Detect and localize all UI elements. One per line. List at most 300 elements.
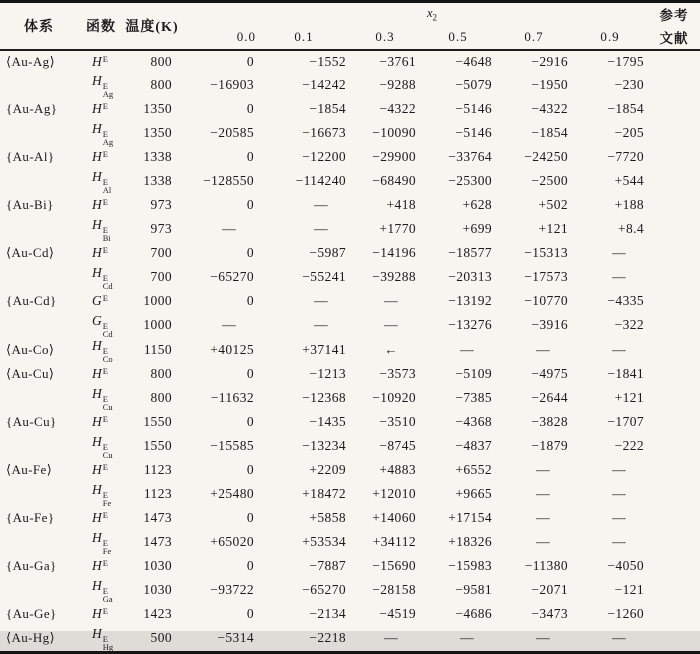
value-cell: −12200 (302, 149, 346, 164)
value-cell: −15983 (448, 558, 492, 573)
system-cell: {Au-Fe} (6, 510, 55, 525)
reference-cell (648, 146, 700, 169)
column-header-reference-line2: 文献 (659, 31, 689, 46)
value-cell: +1770 (379, 221, 416, 236)
value-cell: −68490 (372, 173, 416, 188)
x2-tick-0.7: 0.7 (524, 29, 544, 44)
value-cell: −2071 (531, 582, 568, 597)
table-row (0, 242, 700, 265)
function-cell (78, 265, 124, 290)
reference-cell (648, 411, 700, 434)
system-cell: {Au-Cd} (6, 293, 57, 308)
function-sup-sub: E Cu (102, 393, 113, 412)
column-header-function: 函数 (86, 19, 116, 35)
function-superscript: E (102, 414, 108, 424)
value-cell: — (612, 269, 627, 284)
reference-cell (648, 98, 700, 121)
function-symbol: H (92, 481, 102, 497)
value-cell: +8.4 (617, 221, 645, 236)
value-cell: — (460, 342, 474, 357)
value-cell: −4368 (455, 414, 492, 429)
value-cell: +5858 (309, 510, 346, 525)
temperature-cell: 1338 (143, 149, 172, 164)
temperature-cell: 1473 (143, 534, 172, 549)
table-body (0, 50, 700, 653)
table-row (0, 411, 700, 434)
value-cell: — (314, 197, 328, 212)
value-cell: −18577 (448, 245, 492, 260)
value-cell: — (536, 342, 550, 357)
function-sup-sub: E Co (102, 345, 113, 364)
x2-subscript: 2 (432, 12, 438, 23)
function-symbol: H (92, 168, 102, 184)
temperature-cell: 700 (150, 245, 172, 260)
function-sup-sub: E Hg (102, 633, 114, 652)
value-cell: +4883 (379, 462, 416, 477)
value-cell: — (536, 462, 550, 477)
function-cell (78, 338, 124, 363)
function-cell (78, 363, 124, 386)
function-symbol: H (92, 337, 102, 353)
value-cell: — (314, 221, 328, 236)
reference-cell (648, 482, 700, 507)
x2-tick-0.1: 0.1 (294, 29, 314, 44)
value-cell: −3473 (531, 606, 568, 621)
value-cell: −4975 (531, 366, 568, 381)
reference-cell (648, 434, 700, 459)
function-superscript: E (102, 245, 108, 255)
function-cell (78, 626, 124, 653)
table-row (0, 482, 700, 507)
system-cell (0, 530, 78, 555)
value-cell: — (612, 510, 627, 525)
temperature-cell: 1338 (143, 173, 172, 188)
system-cell (0, 73, 78, 98)
value-cell: −14242 (302, 77, 346, 92)
function-symbol: G (92, 312, 102, 328)
value-cell: −5079 (455, 77, 492, 92)
table-row (0, 313, 700, 338)
value-cell: −9288 (379, 77, 416, 92)
function-cell (78, 578, 124, 603)
value-cell: −5146 (455, 125, 492, 140)
value-cell: −2916 (531, 53, 568, 69)
temperature-cell: 1123 (143, 486, 172, 501)
value-cell: — (612, 534, 627, 549)
system-cell (0, 434, 78, 459)
x2-tick-0.3: 0.3 (375, 29, 395, 44)
value-cell: −4335 (607, 293, 645, 308)
function-cell (78, 482, 124, 507)
function-cell (78, 555, 124, 578)
value-cell: −3828 (531, 414, 568, 429)
temperature-cell: 1150 (143, 342, 172, 357)
x2-tick-0.5: 0.5 (448, 29, 468, 44)
function-symbol: H (92, 366, 102, 381)
reference-cell (648, 626, 700, 653)
system-cell: ⟨Au-Fe⟩ (6, 462, 53, 477)
function-cell (78, 603, 124, 626)
function-sup-sub: E Cu (102, 441, 113, 460)
value-cell: — (536, 486, 550, 501)
value-cell: −29900 (372, 149, 416, 164)
value-cell: — (222, 317, 236, 332)
x2-tick-0.9: 0.9 (600, 29, 620, 44)
value-cell: −4322 (531, 101, 568, 116)
function-cell (78, 146, 124, 169)
temperature-cell: 1350 (143, 101, 172, 116)
value-cell: −2500 (531, 173, 568, 188)
function-sup-sub: E Al (102, 176, 112, 195)
value-cell: −4519 (379, 606, 416, 621)
function-superscript: E (102, 53, 108, 64)
temperature-cell: 1423 (143, 606, 172, 621)
function-sup-sub: E Fe (102, 489, 112, 508)
reference-cell (648, 459, 700, 482)
value-cell: +628 (462, 197, 492, 212)
temperature-cell: 1030 (143, 558, 172, 573)
value-cell: +699 (462, 221, 492, 236)
value-cell: −1879 (531, 438, 568, 453)
reference-cell (648, 169, 700, 194)
temperature-cell: 1473 (143, 510, 172, 525)
reference-cell (648, 290, 700, 313)
value-cell: +2209 (309, 462, 346, 477)
function-symbol: H (92, 72, 102, 88)
value-cell: +34112 (372, 534, 416, 549)
system-cell (0, 121, 78, 146)
function-cell (78, 242, 124, 265)
value-cell: −13234 (302, 438, 346, 453)
value-cell: −9581 (455, 582, 492, 597)
value-cell: −16673 (302, 125, 346, 140)
value-cell: — (612, 342, 627, 357)
value-cell: +17154 (448, 510, 492, 525)
value-cell: +188 (614, 197, 645, 212)
reference-cell (648, 242, 700, 265)
value-cell: −1213 (309, 366, 346, 381)
value-cell: −1795 (607, 53, 645, 69)
value-cell: −5987 (309, 245, 346, 260)
value-cell: −1854 (607, 101, 645, 116)
temperature-cell: 800 (150, 390, 172, 405)
table-row (0, 169, 700, 194)
function-cell (78, 434, 124, 459)
function-symbol: H (92, 414, 102, 429)
value-cell: −2218 (309, 630, 346, 645)
function-cell (78, 50, 124, 73)
table-row (0, 555, 700, 578)
table-row (0, 626, 700, 653)
temperature-cell: 1550 (143, 414, 172, 429)
system-cell: {Au-Cu} (6, 414, 57, 429)
value-cell: −10920 (372, 390, 416, 405)
value-cell: −17573 (524, 269, 568, 284)
value-cell: −25300 (448, 173, 492, 188)
table-row (0, 121, 700, 146)
table-row (0, 146, 700, 169)
function-cell (78, 98, 124, 121)
value-cell: −3916 (531, 317, 568, 332)
value-cell: −1707 (607, 414, 645, 429)
value-cell: 0 (246, 149, 254, 164)
function-cell (78, 507, 124, 530)
table-row (0, 194, 700, 217)
value-cell: — (612, 245, 627, 260)
reference-cell (648, 313, 700, 338)
value-cell: −4686 (455, 606, 492, 621)
table-row (0, 98, 700, 121)
value-cell: −10090 (372, 125, 416, 140)
function-cell (78, 459, 124, 482)
value-cell: — (612, 486, 627, 501)
value-cell: −5146 (455, 101, 492, 116)
function-sup-sub: E Ga (102, 585, 113, 604)
value-cell: −24250 (524, 149, 568, 164)
reference-cell (648, 555, 700, 578)
value-cell: — (536, 510, 550, 525)
function-symbol: H (92, 264, 102, 280)
value-cell: −3761 (379, 53, 416, 69)
function-sup-sub: E Cd (102, 320, 113, 339)
reference-cell (648, 121, 700, 146)
value-cell: −114240 (295, 173, 346, 188)
value-cell: +53534 (302, 534, 346, 549)
value-cell: −1950 (531, 77, 568, 92)
system-cell (0, 169, 78, 194)
table-row (0, 386, 700, 411)
value-cell: +18326 (448, 534, 492, 549)
value-cell: −5314 (217, 630, 254, 645)
value-cell: −14196 (372, 245, 416, 260)
system-cell: ⟨Au-Hg⟩ (6, 630, 56, 645)
value-cell: −1260 (607, 606, 645, 621)
value-cell: −33764 (448, 149, 492, 164)
table-row (0, 217, 700, 242)
value-cell: −28158 (372, 582, 416, 597)
temperature-cell: 1000 (143, 317, 172, 332)
function-cell (78, 530, 124, 555)
function-cell (78, 121, 124, 146)
function-superscript: E (102, 149, 108, 159)
value-cell: −1854 (309, 101, 346, 116)
temperature-cell: 800 (150, 77, 172, 92)
function-symbol: H (92, 462, 102, 477)
reference-cell (648, 338, 700, 363)
value-cell: −11632 (210, 390, 254, 405)
system-cell: ⟨Au-Co⟩ (6, 342, 55, 357)
value-cell: +418 (386, 197, 416, 212)
value-cell: +12010 (372, 486, 416, 501)
value-cell: — (384, 293, 398, 308)
table-row (0, 290, 700, 313)
header-row-top (0, 2, 700, 26)
value-cell: −65270 (302, 582, 346, 597)
value-cell: −7887 (309, 558, 346, 573)
function-sup-sub: E Ag (102, 128, 114, 147)
value-cell: −4322 (379, 101, 416, 116)
table-row (0, 338, 700, 363)
value-cell: 0 (246, 366, 254, 381)
reference-cell (648, 217, 700, 242)
reference-cell (648, 363, 700, 386)
x2-symbol: x (426, 6, 433, 20)
value-cell: −1552 (309, 53, 346, 69)
value-cell: — (314, 293, 328, 308)
value-cell: −4648 (455, 53, 492, 69)
function-cell (78, 386, 124, 411)
temperature-cell: 1030 (143, 582, 172, 597)
value-cell: −4050 (607, 558, 645, 573)
value-cell: −15313 (524, 245, 568, 260)
function-symbol: H (92, 216, 102, 232)
temperature-cell: 1000 (143, 293, 172, 308)
value-cell: −4837 (455, 438, 492, 453)
value-cell: 0 (246, 414, 254, 429)
table-row (0, 459, 700, 482)
table-row (0, 603, 700, 626)
reference-cell (648, 73, 700, 98)
table-row (0, 363, 700, 386)
system-cell: ⟨Au-Cu⟩ (6, 366, 55, 381)
function-symbol: H (92, 120, 102, 136)
value-cell: 0 (246, 197, 254, 212)
system-cell: {Au-Ag} (6, 101, 58, 116)
reference-cell (648, 50, 700, 73)
value-cell: +25480 (210, 486, 254, 501)
function-cell (78, 411, 124, 434)
value-cell: −65270 (210, 269, 254, 284)
value-cell: −3573 (379, 366, 416, 381)
table-row (0, 530, 700, 555)
value-cell: +14060 (372, 510, 416, 525)
reference-cell (648, 530, 700, 555)
value-cell: — (612, 462, 627, 477)
function-symbol: H (92, 53, 102, 69)
value-cell: 0 (246, 510, 254, 525)
value-cell: −13276 (448, 317, 492, 332)
value-cell: −10770 (524, 293, 568, 308)
table-header (0, 2, 700, 50)
value-cell: +40125 (210, 342, 254, 357)
value-cell: −8745 (379, 438, 416, 453)
value-cell: +502 (538, 197, 568, 212)
value-cell: 0 (246, 462, 254, 477)
value-cell: — (460, 630, 474, 645)
value-cell: −20585 (210, 125, 254, 140)
temperature-cell: 800 (150, 53, 172, 69)
value-cell: — (536, 534, 550, 549)
value-cell: −12368 (302, 390, 346, 405)
function-cell (78, 73, 124, 98)
x2-tick-0.0: 0.0 (236, 29, 256, 44)
value-cell: +18472 (302, 486, 346, 501)
function-symbol: H (92, 433, 102, 449)
value-cell: −205 (614, 125, 645, 140)
value-cell: −7720 (607, 149, 645, 164)
function-symbol: H (92, 606, 102, 621)
function-symbol: H (92, 149, 102, 164)
value-cell: 0 (246, 558, 254, 573)
system-cell (0, 482, 78, 507)
system-cell (0, 578, 78, 603)
function-symbol: H (92, 558, 102, 573)
value-cell: — (612, 630, 627, 645)
value-cell: +9665 (455, 486, 492, 501)
function-superscript: E (102, 558, 108, 568)
value-cell: — (314, 317, 328, 332)
value-cell: −13192 (448, 293, 492, 308)
value-cell: — (222, 221, 236, 236)
table-row (0, 434, 700, 459)
value-cell: −322 (614, 317, 645, 332)
system-cell: {Au-Ga} (6, 558, 57, 573)
table-row (0, 507, 700, 530)
value-cell: −5109 (455, 366, 492, 381)
temperature-cell: 1550 (143, 438, 172, 453)
table-row (0, 50, 700, 73)
value-cell: 0 (246, 53, 254, 69)
temperature-cell: 1350 (143, 125, 172, 140)
reference-cell (648, 507, 700, 530)
function-symbol: H (92, 625, 102, 641)
value-cell: −7385 (455, 390, 492, 405)
value-cell: +544 (614, 173, 645, 188)
value-cell: −11380 (524, 558, 568, 573)
reference-cell (648, 194, 700, 217)
value-cell: −2134 (309, 606, 346, 621)
function-sup-sub: E Ag (102, 80, 114, 99)
function-symbol: H (92, 245, 102, 260)
function-cell (78, 313, 124, 338)
system-cell (0, 313, 78, 338)
function-superscript: E (102, 510, 108, 520)
value-cell: −128550 (203, 173, 254, 188)
value-cell: −39288 (372, 269, 416, 284)
system-cell (0, 265, 78, 290)
system-cell (0, 217, 78, 242)
temperature-cell: 973 (150, 197, 172, 212)
value-cell: −230 (614, 77, 645, 92)
value-cell: — (384, 630, 398, 645)
system-cell: {Au-Ge} (6, 606, 57, 621)
function-symbol: H (92, 577, 102, 593)
function-cell (78, 169, 124, 194)
table-row (0, 578, 700, 603)
value-cell: −121 (614, 582, 645, 597)
table-row (0, 265, 700, 290)
value-cell: −15585 (210, 438, 254, 453)
column-header-temperature: 温度(K) (125, 19, 179, 35)
value-cell: −222 (614, 438, 645, 453)
value-cell: +65020 (210, 534, 254, 549)
column-header-x2 (180, 2, 648, 26)
function-cell (78, 217, 124, 242)
temperature-cell: 973 (150, 221, 172, 236)
system-cell (0, 386, 78, 411)
value-cell: — (536, 630, 550, 645)
temperature-cell: 800 (150, 366, 172, 381)
value-cell: −1854 (531, 125, 568, 140)
function-superscript: E (102, 462, 108, 472)
function-symbol: G (92, 293, 102, 308)
function-superscript: E (102, 366, 108, 376)
system-cell: ⟨Au-Ag⟩ (6, 53, 56, 69)
function-superscript: E (102, 293, 108, 303)
function-symbol: H (92, 529, 102, 545)
function-superscript: E (102, 197, 108, 207)
function-superscript: E (102, 606, 108, 616)
